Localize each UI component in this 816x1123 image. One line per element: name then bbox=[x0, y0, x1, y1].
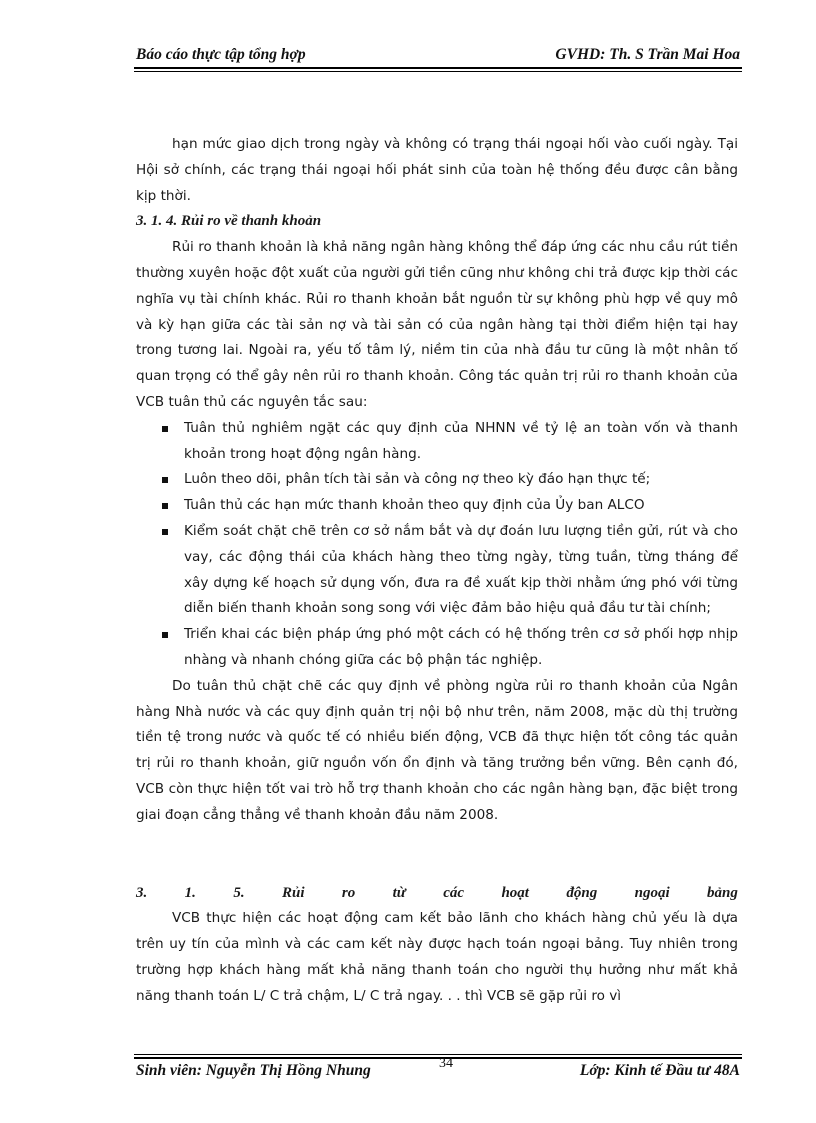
section-heading-3-1-4: 3. 1. 4. Rủi ro về thanh khoản bbox=[136, 213, 322, 230]
liquidity-paragraph: Rủi ro thanh khoản là khả năng ngân hàng không thể đáp ứng các nhu cầu rút tiền thường xuyên hoặc đột xuất của người gửi tiền cũng như không chi trả được kịp thời các nghĩa vụ tài chính khác. Rủi ro thanh khoản bắt nguồn từ sự không phù hợp về quy mô và kỳ hạn giữa các tài sản nợ và tài sản có của ngân hàng tại thời điểm hiện tại hay trong tương lai. Ngoài ra, yếu tố tâm lý, niềm tin của nhà đầu tư cũng là một nhân tố quan trọng có thể gây nên rủi ro thanh khoản. Công tác quản trị rủi ro thanh khoản của VCB tuân thủ các nguyên tắc sau: bbox=[136, 239, 738, 410]
bullet-text: Luôn theo dõi, phân tích tài sản và công nợ theo kỳ đáo hạn thực tế; bbox=[184, 471, 651, 488]
heading-word: từ bbox=[392, 884, 406, 901]
closing-paragraph: Do tuân thủ chặt chẽ các quy định về phòng ngừa rủi ro thanh khoản của Ngân hàng Nhà nước và các quy định quản trị nội bộ như trên, năm 2008, mặc dù thị trường tiền tệ trong nước và quốc tế có nhiều biến động, VCB đã thực hiện tốt công tác quản trị rủi ro thanh khoản, giữ nguồn vốn ổn định và tăng trưởng bền vững. Bên cạnh đó, VCB còn thực hiện tốt vai trò hỗ trợ thanh khoản cho các ngân hàng bạn, đặc biệt trong giai đoạn cẳng thẳng về thanh khoản đầu năm 2008. bbox=[136, 677, 738, 823]
bullet-text: Tuân thủ các hạn mức thanh khoản theo quy định của Ủy ban ALCO bbox=[184, 497, 645, 514]
heading-word: ro bbox=[341, 884, 356, 901]
heading-word: bảng bbox=[707, 884, 738, 901]
bullet-item bbox=[136, 622, 738, 674]
footer-rule bbox=[134, 1057, 742, 1059]
intro-paragraph: hạn mức giao dịch trong ngày và không có trạng thái ngoại hối vào cuối ngày. Tại Hội sở chính, các trạng thái ngoại hối phát sinh của toàn hệ thống đều được cân bằng kịp thời. bbox=[136, 136, 738, 204]
header-rule-thin bbox=[134, 71, 742, 72]
heading-word: động bbox=[566, 884, 598, 901]
heading-word: 1. bbox=[184, 884, 196, 901]
heading-word: hoạt bbox=[501, 884, 529, 901]
header-supervisor: GVHD: Th. S Trần Mai Hoa bbox=[555, 46, 740, 63]
bullet-text: Tuân thủ nghiêm ngặt các quy định của NHNN về tỷ lệ an toàn vốn và thanh khoản trong hoạt động ngân hàng. bbox=[184, 419, 738, 462]
bullet-text: Triển khai các biện pháp ứng phó một cách có hệ thống trên cơ sở phối hợp nhịp nhàng và nhanh chóng giữa các bộ phận tác nghiệp. bbox=[184, 626, 738, 668]
bullet-square-icon bbox=[162, 477, 168, 483]
heading-word: Rủi bbox=[281, 884, 305, 901]
spacer bbox=[136, 829, 738, 881]
footer-student: Sinh viên: Nguyễn Thị Hồng Nhung bbox=[136, 1062, 371, 1079]
bullet-square-icon bbox=[162, 632, 168, 638]
off-balance-paragraph: VCB thực hiện các hoạt động cam kết bảo lãnh cho khách hàng chủ yếu là dựa trên uy tín của mình và các cam kết này được hạch toán ngoại bảng. Tuy nhiên trong trường hợp khách hàng mất khả năng thanh toán cho người thụ hưởng như mất khả năng thanh toán L/ C trả chậm, L/ C trả ngay. . . thì VCB sẽ gặp rủi ro vì bbox=[136, 910, 738, 1004]
footer-rule-thin bbox=[134, 1054, 742, 1055]
page-body bbox=[136, 132, 738, 1010]
footer-class: Lớp: Kinh tế Đầu tư 48A bbox=[579, 1062, 740, 1079]
bullet-item bbox=[136, 519, 738, 622]
heading-word: 3. bbox=[136, 884, 148, 901]
bullet-item bbox=[136, 416, 738, 468]
page-number: 34 bbox=[439, 1056, 453, 1071]
bullet-square-icon bbox=[162, 529, 168, 535]
bullet-text: Kiểm soát chặt chẽ trên cơ sở nắm bắt và dự đoán lưu lượng tiền gửi, rút và cho vay, các động thái của khách hàng theo từng ngày, từng tuần, từng tháng để xây dựng kế hoạch sử dụng vốn, đưa ra đề xuất kịp thời nhằm ứng phó với từng diễn biến thanh khoản song song với việc đảm bảo hiệu quả đầu tư tài chính; bbox=[184, 522, 738, 617]
section-heading-3-1-5 bbox=[136, 881, 738, 907]
bullet-item bbox=[136, 467, 738, 493]
heading-word: ngoại bbox=[634, 884, 670, 901]
bullet-square-icon bbox=[162, 426, 168, 432]
header-rule bbox=[134, 67, 742, 69]
heading-word: các bbox=[443, 884, 465, 901]
heading-word: 5. bbox=[233, 884, 245, 901]
page-footer bbox=[134, 1056, 742, 1086]
header-report-title: Báo cáo thực tập tổng hợp bbox=[136, 46, 306, 63]
bullet-item bbox=[136, 493, 738, 519]
bullet-square-icon bbox=[162, 503, 168, 509]
